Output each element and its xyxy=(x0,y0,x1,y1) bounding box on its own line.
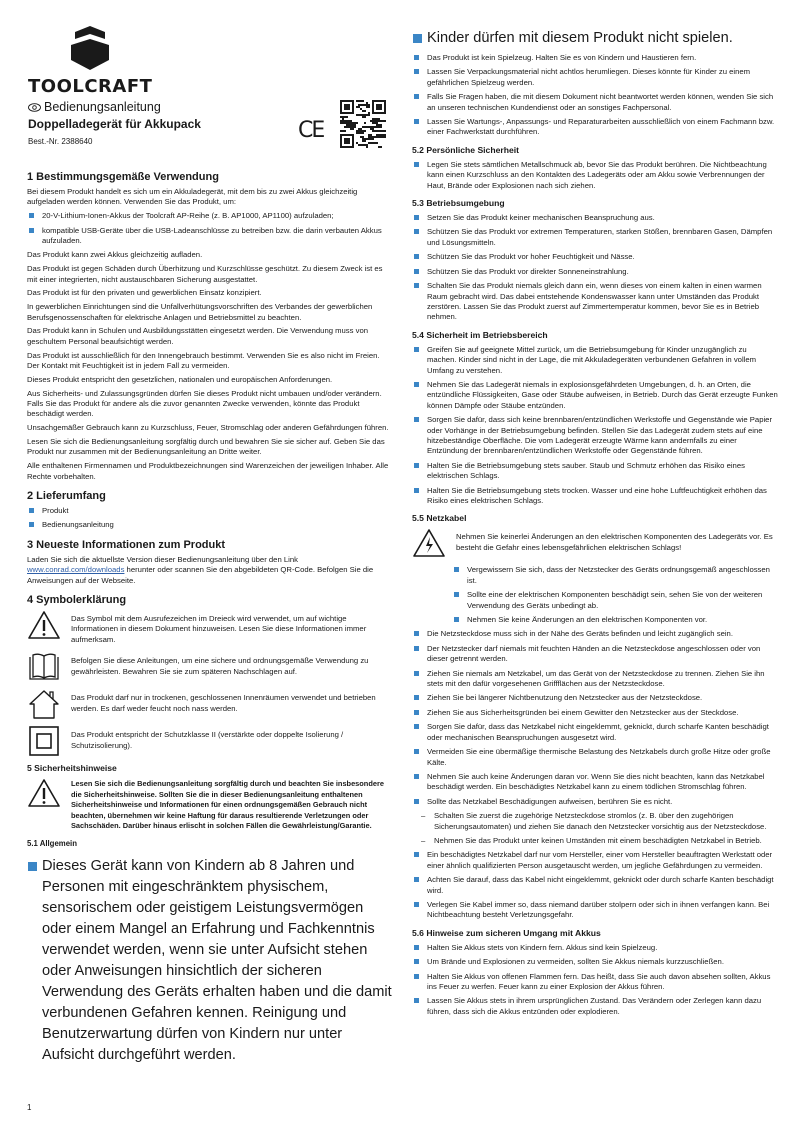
section-heading: 5.3 Betriebsumgebung xyxy=(412,198,505,209)
section-heading: 5.1 Allgemein xyxy=(27,839,77,849)
bullet-item: Halten Sie die Betriebsumgebung stets trocken. Wasser und eine hohe Luftfeuchtigkeit erhöhen das Risiko eines elektrischen Schlags. xyxy=(412,486,778,507)
symbol-note-text: Das Produkt entspricht der Schutzklasse II (verstärkte oder doppelte Isolierung / Schutzisolierung). xyxy=(71,730,344,750)
paragraph: Aus Sicherheits- und Zulassungsgründen dürfen Sie dieses Produkt nicht umbauen und/oder verändern. Falls Sie das Produkt für andere als die zuvor genannten Zwecke verwenden, könnte das Produkt beschädigt werden. xyxy=(27,388,382,419)
sub-bullet-item: Nehmen Sie keine Änderungen an den elektrischen Komponenten vor. xyxy=(452,615,778,625)
bullet-item: Halten Sie Akkus stets von Kindern fern. Akkus sind kein Spielzeug. xyxy=(412,943,778,953)
paragraph: Das Produkt kann zwei Akkus gleichzeitig aufladen. xyxy=(27,250,203,260)
house-icon xyxy=(27,689,61,719)
sub-bullet-item: Vergewissern Sie sich, dass der Netzstecker des Geräts ordnungsgemäß angeschlossen ist. xyxy=(452,565,778,586)
book-icon xyxy=(27,652,61,682)
bullet-item: Der Netzstecker darf niemals mit feuchten Händen an die Netzsteckdose angeschlossen oder von dieser getrennt werden. xyxy=(412,644,778,665)
section-heading: 5.4 Sicherheit im Betriebsbereich xyxy=(412,329,548,340)
symbol-note-text: Befolgen Sie diese Anleitungen, um eine sichere und ordnungsgemäße Verwendung zu gewährleisten. Bewahren Sie sie zum späteren Nachschlagen auf. xyxy=(71,656,369,676)
bullet-item: Lassen Sie Wartungs-, Anpassungs- und Reparaturarbeiten ausschließlich von einem Fachmann bzw. einer Fachwerkstatt durchführen. xyxy=(412,117,778,138)
symbol-note xyxy=(412,528,778,558)
toolcraft-logo xyxy=(28,26,152,97)
warning-triangle-icon xyxy=(27,610,61,640)
symbol-note-text: Das Symbol mit dem Ausrufezeichen im Dreieck wird verwendet, um auf wichtige Informationen in diesem Dokument hinzuweisen. Lesen Sie diese Informationen immer aufmerksam. xyxy=(71,614,367,644)
bullet-item: Verlegen Sie Kabel immer so, dass niemand darüber stolpern oder sich in ihnen verfangen kann. Bei Nichtbeachtung besteht Verletzungsgefahr. xyxy=(412,900,778,921)
section-heading: 5 Sicherheitshinweise xyxy=(27,763,117,774)
brand-name: TOOLCRAFT xyxy=(28,76,153,97)
paragraph: Lesen Sie sich die Bedienungsanleitung sorgfältig durch und bewahren Sie sie sicher auf. Geben Sie das Produkt nur zusammen mit der Bedienungsanleitung an Dritte weiter. xyxy=(27,437,385,457)
bullet-item: Sorgen Sie dafür, dass sich keine brennbaren/entzündlichen Werkstoffe und Gegenstände wie Papier oder Vorhänge in der Betriebsumgebung befinden. Stellen Sie das Ladegerät zudem stets auf eine hitzebeständige Oberfläche. Die vom Ladegerät erzeugte Wärme kann andernfalls zu einer Entzündung der brennbaren/entzündlichen Werkstoffe oder Gegenstände führen. xyxy=(412,415,778,457)
section-heading: 4 Symbolerklärung xyxy=(27,594,127,607)
bullet-item: Schützen Sie das Produkt vor hoher Feuchtigkeit und Nässe. xyxy=(412,252,778,262)
paragraph: Bei diesem Produkt handelt es sich um ein Akkuladegerät, mit dem bis zu zwei Akkus gleichzeitig aufgeladen werden können. Verwenden Sie das Produkt, um: xyxy=(27,187,358,207)
ce-mark: CE xyxy=(298,118,324,143)
bullet-item: Schützen Sie das Produkt vor extremen Temperaturen, starken Stößen, brennbaren Gasen, Dämpfen und Lösungsmitteln. xyxy=(412,227,778,248)
order-number: Best.-Nr. 2388640 xyxy=(28,137,93,146)
bullet-item: Greifen Sie auf geeignete Mittel zurück, um die Betriebsumgebung für Kinder unzugänglich zu machen. Kinder sind nicht in der Lage, die mit Akkuladegeräten verbundenen Gefahren in vollem Umfang zu verstehen. xyxy=(412,345,778,376)
paragraph-text: herunter oder scannen Sie den abgebildeten QR-Code. Befolgen Sie die Anweisungen auf der Webseite. xyxy=(27,565,374,585)
paragraph: Alle enthaltenen Firmennamen und Produktbezeichnungen sind Warenzeichen der jeweiligen Inhaber. Alle Rechte vorbehalten. xyxy=(27,461,389,481)
bullet-item: 20-V-Lithium-Ionen-Akkus der Toolcraft AP-Reihe (z. B. AP1000, AP1100) aufzuladen; xyxy=(27,211,393,221)
bullet-item: Ziehen Sie niemals am Netzkabel, um das Gerät von der Netzsteckdose zu trennen. Ziehen Sie ihn stets mit den dafür vorgesehenen Griffflächen aus der Netzsteckdose. xyxy=(412,669,778,690)
bullet-item: Halten Sie Akkus von offenen Flammen fern. Das heißt, dass Sie auch davon absehen sollten, Akkus ins Feuer zu werfen. Feuer kann zu einer Explosion der Akkus führen. xyxy=(412,972,778,993)
bullet-item: Nehmen Sie das Ladegerät niemals in explosionsgefährdeten Umgebungen, d. h. an Orten, die entzündliche Flüssigkeiten, Gase oder Stäube aufweisen, in Betrieb. Durch das Gerät erzeugte Funken können Dämpfe oder Stäube entzünden. xyxy=(412,380,778,411)
left-column xyxy=(27,163,393,1070)
dash-item: – Nehmen Sie das Produkt unter keinen Umständen mit einem beschädigten Netzkabel in Betrieb. xyxy=(412,836,778,846)
bullet-item: Lassen Sie Akkus stets in ihrem ursprünglichen Zustand. Das Verändern oder Zerlegen kann dazu führen, dass sich die Akkus entzünden oder explodieren. xyxy=(412,996,778,1017)
bullet-item: Vermeiden Sie eine übermäßige thermische Belastung des Netzkabels durch große Hitze oder große Kälte. xyxy=(412,747,778,768)
qr-code-icon[interactable] xyxy=(340,100,386,148)
bullet-item: kompatible USB-Geräte über die USB-Ladeanschlüsse zu betreiben bzw. die darin verbauten Akkus aufzuladen. xyxy=(27,226,393,247)
bullet-item: Das Produkt ist kein Spielzeug. Halten Sie es von Kindern und Haustieren fern. xyxy=(412,53,778,63)
section-heading: 5.2 Persönliche Sicherheit xyxy=(412,144,519,155)
bullet-item: Schalten Sie das Produkt niemals gleich dann ein, wenn dieses von einem kalten in einen warmen Raum gebracht wird. Das dabei entstehende Kondenswasser kann unter Umständen das Produkt zerstören. Lassen Sie das Produkt zuerst auf Zimmertemperatur kommen, bevor Sie es in Betrieb nehmen. xyxy=(412,281,778,323)
bullet-item: Um Brände und Explosionen zu vermeiden, sollten Sie Akkus niemals kurzzuschließen. xyxy=(412,957,778,967)
page-number: 1 xyxy=(27,1103,32,1112)
paragraph: Das Produkt ist gegen Schäden durch Überhitzung und Kurzschlüsse geschützt. Zu diesem Zweck ist es mit einer integrierten, nicht austauschbaren Sicherung ausgestattet. xyxy=(27,264,383,284)
right-column xyxy=(412,28,778,1021)
bullet-item: Legen Sie stets sämtlichen Metallschmuck ab, bevor Sie das Produkt berühren. Die Nichtbeachtung kann einen Kurzschluss an den Kontakten des Ladegeräts oder am Akku sowie Verbrennungen der Haut, Brände oder Explosionen nach sich ziehen. xyxy=(412,160,778,191)
paragraph: Dieses Produkt entspricht den gesetzlichen, nationalen und europäischen Anforderungen. xyxy=(27,374,333,384)
sub-bullet-item: Sollte eine der elektrischen Komponenten beschädigt sein, sehen Sie von der weiteren Verwendung des Geräts unbedingt ab. xyxy=(452,590,778,611)
paragraph: Unsachgemäßer Gebrauch kann zu Kurzschluss, Feuer, Stromschlag oder anderen Gefährdungen führen. xyxy=(27,423,389,433)
section-heading: 5.5 Netzkabel xyxy=(412,513,467,524)
bullet-item: Die Netzsteckdose muss sich in der Nähe des Geräts befinden und leicht zugänglich sein. xyxy=(412,629,778,639)
dash-item: – Schalten Sie zuerst die zugehörige Netzsteckdose stromlos (z. B. über den zugehörigen Sicherungsautomaten) und ziehen Sie danach den Netzstecker vorsichtig aus der Netzsteckdose. xyxy=(412,811,778,832)
section-heading: 2 Lieferumfang xyxy=(27,490,106,503)
bullet-item: Produkt xyxy=(27,506,393,516)
warning-triangle-icon xyxy=(27,778,61,808)
symbol-note xyxy=(27,778,393,831)
bullet-item: Lassen Sie Verpackungsmaterial nicht achtlos herumliegen. Dieses könnte für Kinder zu einem gefährlichen Spielzeug werden. xyxy=(412,67,778,88)
bullet-item: Falls Sie Fragen haben, die mit diesem Dokument nicht beantwortet werden können, wenden Sie sich an unseren technischen Kundendienst oder an sonstiges Fachpersonal. xyxy=(412,92,778,113)
symbol-note xyxy=(27,689,393,719)
electric-shock-warning-icon xyxy=(412,528,446,558)
bullet-item: Ein beschädigtes Netzkabel darf nur vom Hersteller, einer vom Hersteller beauftragten Werkstatt oder einer ähnlich qualifizierten Person ausgetauscht werden, um jegliche Gefährdungen zu vermeiden. xyxy=(412,850,778,871)
downloads-link[interactable]: www.conrad.com/downloads xyxy=(27,565,125,575)
bullet-item: Sorgen Sie dafür, dass das Netzkabel nicht eingeklemmt, geknickt, durch scharfe Kanten beschädigt oder mechanischen Beanspruchungen ausgesetzt wird. xyxy=(412,722,778,743)
emphasized-bullet-item: Kinder dürfen mit diesem Produkt nicht spielen. xyxy=(412,28,778,49)
symbol-note xyxy=(27,652,393,682)
bullet-item: Halten Sie die Betriebsumgebung stets sauber. Staub und Schmutz erhöhen das Risiko eines elektrischen Schlags. xyxy=(412,461,778,482)
paragraph: Das Produkt ist für den privaten und gewerblichen Einsatz konzipiert. xyxy=(27,288,262,298)
bullet-item: Nehmen Sie auch keine Änderungen daran vor. Wenn Sie dies nicht beachten, kann das Netzkabel beschädigt werden. Ein beschädigtes Netzkabel kann zu einem tödlichen Stromschlag führen. xyxy=(412,772,778,793)
product-title: Doppelladegerät für Akkupack xyxy=(28,117,201,131)
bullet-item: Ziehen Sie aus Sicherheitsgründen bei einem Gewitter den Netzstecker aus der Steckdose. xyxy=(412,708,778,718)
paragraph xyxy=(27,555,393,586)
symbol-note-text: Lesen Sie sich die Bedienungsanleitung sorgfältig durch und beachten Sie insbesondere die Sicherheitshinweise. Sollten Sie die in dieser Bedienungsanleitung enthaltenen Sicherheitshinweise und Informationen für einen ordnungsgemäßen Gebrauch nicht beachten, übernehmen wir keine Haftung für daraus resultierende Verletzungen oder Sachschäden. Darüber hinaus erlischt in solchen Fällen die Gewährleistung/Garantie. xyxy=(71,779,384,830)
emphasized-bullet-item: Dieses Gerät kann von Kindern ab 8 Jahren und Personen mit eingeschränktem physischem, sensorischem oder geistigem Leistungsvermögen oder einem Mangel an Erfahrung und Fachkenntnis verwendet werden, wenn sie unter Aufsicht stehen oder Anweisungen hinsichtlich der sicheren Verwendung des Geräts erhalten haben und die damit verbundenen Gefahren kennen. Reinigung und Benutzerwartung dürfen von Kindern nur unter Aufsicht durchgeführt werden. xyxy=(27,856,393,1066)
eye-manual-icon xyxy=(28,103,41,112)
paragraph: Das Produkt kann in Schulen und Ausbildungsstätten eingesetzt werden. Die Verwendung muss von geschultem Personal beaufsichtigt werden. xyxy=(27,326,369,346)
paragraph: Das Produkt ist ausschließlich für den Innengebrauch bestimmt. Verwenden Sie es also nicht im Freien. Der Kontakt mit Feuchtigkeit ist in jedem Fall zu vermeiden. xyxy=(27,350,380,371)
bullet-item: Bedienungsanleitung xyxy=(27,520,393,530)
bullet-item: Setzen Sie das Produkt keiner mechanischen Beanspruchung aus. xyxy=(412,213,778,223)
symbol-note xyxy=(27,610,393,645)
symbol-note xyxy=(27,726,393,756)
paragraph: In gewerblichen Einrichtungen sind die Unfallverhütungsvorschriften des Verbandes der gewerblichen Berufsgenossenschaften für elektrische Anlagen und Betriebsmittel zu beachten. xyxy=(27,302,373,322)
symbol-note-text: Das Produkt darf nur in trockenen, geschlossenen Innenräumen verwendet und betrieben werden. Es darf weder feucht noch nass werden. xyxy=(71,693,376,713)
section-heading: 3 Neueste Informationen zum Produkt xyxy=(27,538,226,551)
bullet-item: Achten Sie darauf, dass das Kabel nicht eingeklemmt, geknickt oder durch scharfe Kanten beschädigt wird. xyxy=(412,875,778,896)
section-heading: 5.6 Hinweise zum sicheren Umgang mit Akkus xyxy=(412,927,601,938)
section-heading: 1 Bestimmungsgemäße Verwendung xyxy=(27,171,219,183)
bullet-item: Schützen Sie das Produkt vor direkter Sonneneinstrahlung. xyxy=(412,267,778,277)
protection-class-ii-icon xyxy=(27,726,61,756)
document-type xyxy=(28,100,161,114)
bullet-item: Sollte das Netzkabel Beschädigungen aufweisen, berühren Sie es nicht. xyxy=(412,797,778,807)
document-type-label: Bedienungsanleitung xyxy=(44,100,161,114)
paragraph-text: Laden Sie sich die aktuellste Version dieser Bedienungsanleitung über den Link xyxy=(27,554,298,564)
symbol-note-text: Nehmen Sie keinerlei Änderungen an den elektrischen Komponenten des Ladegeräts vor. Es besteht die Gefahr eines lebensgefährlichen elektrischen Schlags! xyxy=(456,532,773,552)
toolcraft-logo-icon xyxy=(67,26,113,70)
bullet-item: Ziehen Sie bei längerer Nichtbenutzung den Netzstecker aus der Netzsteckdose. xyxy=(412,693,778,703)
